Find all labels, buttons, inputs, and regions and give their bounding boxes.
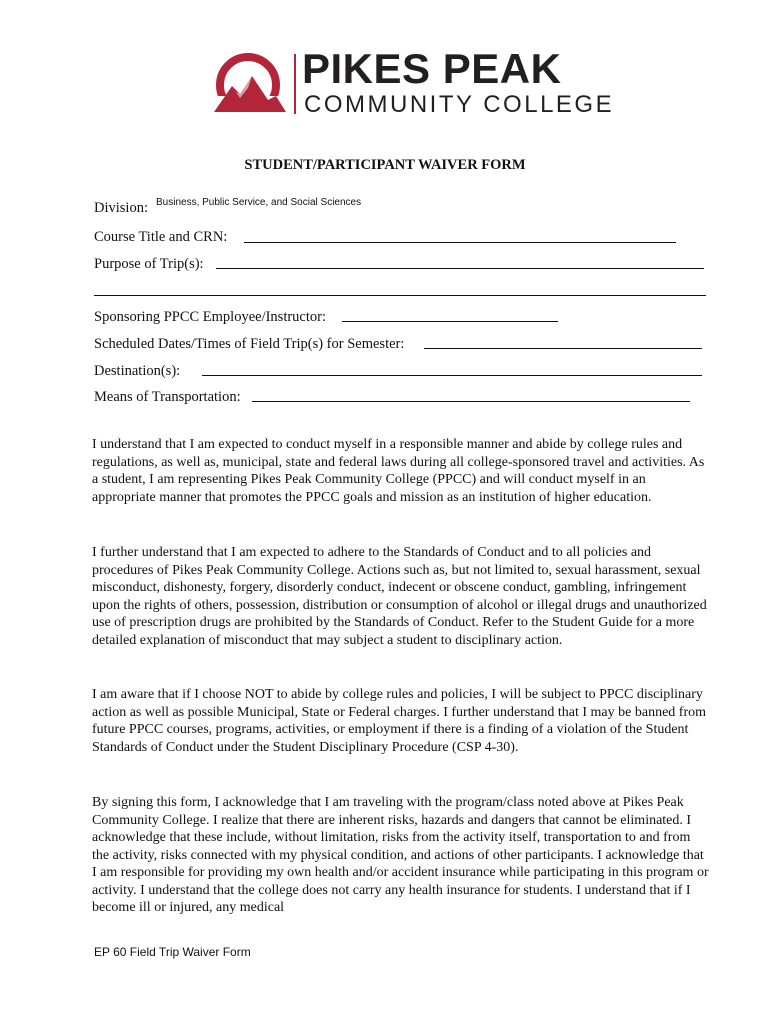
paragraph-risks: By signing this form, I acknowledge that I am traveling with the program/class noted above at Pikes Peak Community College. I realize that there are inherent risks, hazards and dangers that cannot be eliminated. I acknowledge that these include, without limitation, risks from the activity itself, transportation to and from the activity, risks connected with my physical condition, and actions of other participants. I acknowledge that I am responsible for providing my own health and/or accident insurance while participating in this program or activity. I understand that the college does not carry any health insurance for students. I understand that if I become ill or injured, any medical [92, 795, 709, 915]
logo-divider [294, 54, 296, 114]
college-logo [210, 45, 615, 124]
logo-subtitle: COMMUNITY COLLEGE [304, 91, 615, 118]
mountain-logo-icon [210, 52, 288, 118]
purpose-field[interactable] [216, 254, 704, 269]
paragraph-standards: I further understand that I am expected to adhere to the Standards of Conduct and to all policies and procedures of Pikes Peak Community College. Actions such as, but not limited to, sexual harassment, sexual misconduct, dishonesty, forgery, disorderly conduct, indecent or obscene conduct, gambling, infringement upon the rights of others, possession, distribution or consumption of alcohol or illegal drugs and unauthorized use of prescription drugs are prohibited by the Standards of Conduct. Refer to the Student Guide for a more detailed explanation of misconduct that may subject a student to disciplinary action. [92, 545, 707, 648]
purpose-field-continued[interactable] [94, 281, 706, 296]
division-label: Division: [94, 200, 148, 216]
transport-label: Means of Transportation: [94, 389, 241, 405]
form-title: STUDENT/PARTICIPANT WAIVER FORM [244, 157, 526, 173]
sponsor-label: Sponsoring PPCC Employee/Instructor: [94, 309, 326, 325]
course-title-label: Course Title and CRN: [94, 229, 228, 245]
logo-name: PIKES PEAK [302, 45, 562, 92]
purpose-label: Purpose of Trip(s): [94, 256, 204, 272]
destination-label: Destination(s): [94, 363, 181, 379]
dates-label: Scheduled Dates/Times of Field Trip(s) for Semester: [94, 336, 405, 352]
dates-field[interactable] [424, 334, 702, 349]
sponsor-field[interactable] [342, 307, 558, 322]
paragraph-discipline: I am aware that if I choose NOT to abide by college rules and policies, I will be subject to PPCC disciplinary action as well as possible Municipal, State or Federal charges. I further understand that I may be banned from future PPCC courses, programs, activities, or employment if there is a finding of a violation of the Student Standards of Conduct under the Student Disciplinary Procedure (CSP 4-30). [92, 687, 706, 755]
destination-field[interactable] [202, 361, 702, 376]
transport-field[interactable] [252, 387, 690, 402]
page-footer: EP 60 Field Trip Waiver Form [94, 945, 251, 959]
paragraph-conduct: I understand that I am expected to conduct myself in a responsible manner and abide by college rules and regulations, as well as, municipal, state and federal laws during all college-sponsored travel and activities. As a student, I am representing Pikes Peak Community College (PPCC) and will conduct myself in an appropriate manner that promotes the PPCC goals and mission as an institution of higher education. [92, 437, 705, 505]
course-title-field[interactable] [244, 228, 676, 243]
division-value[interactable]: Business, Public Service, and Social Sciences [156, 197, 362, 208]
